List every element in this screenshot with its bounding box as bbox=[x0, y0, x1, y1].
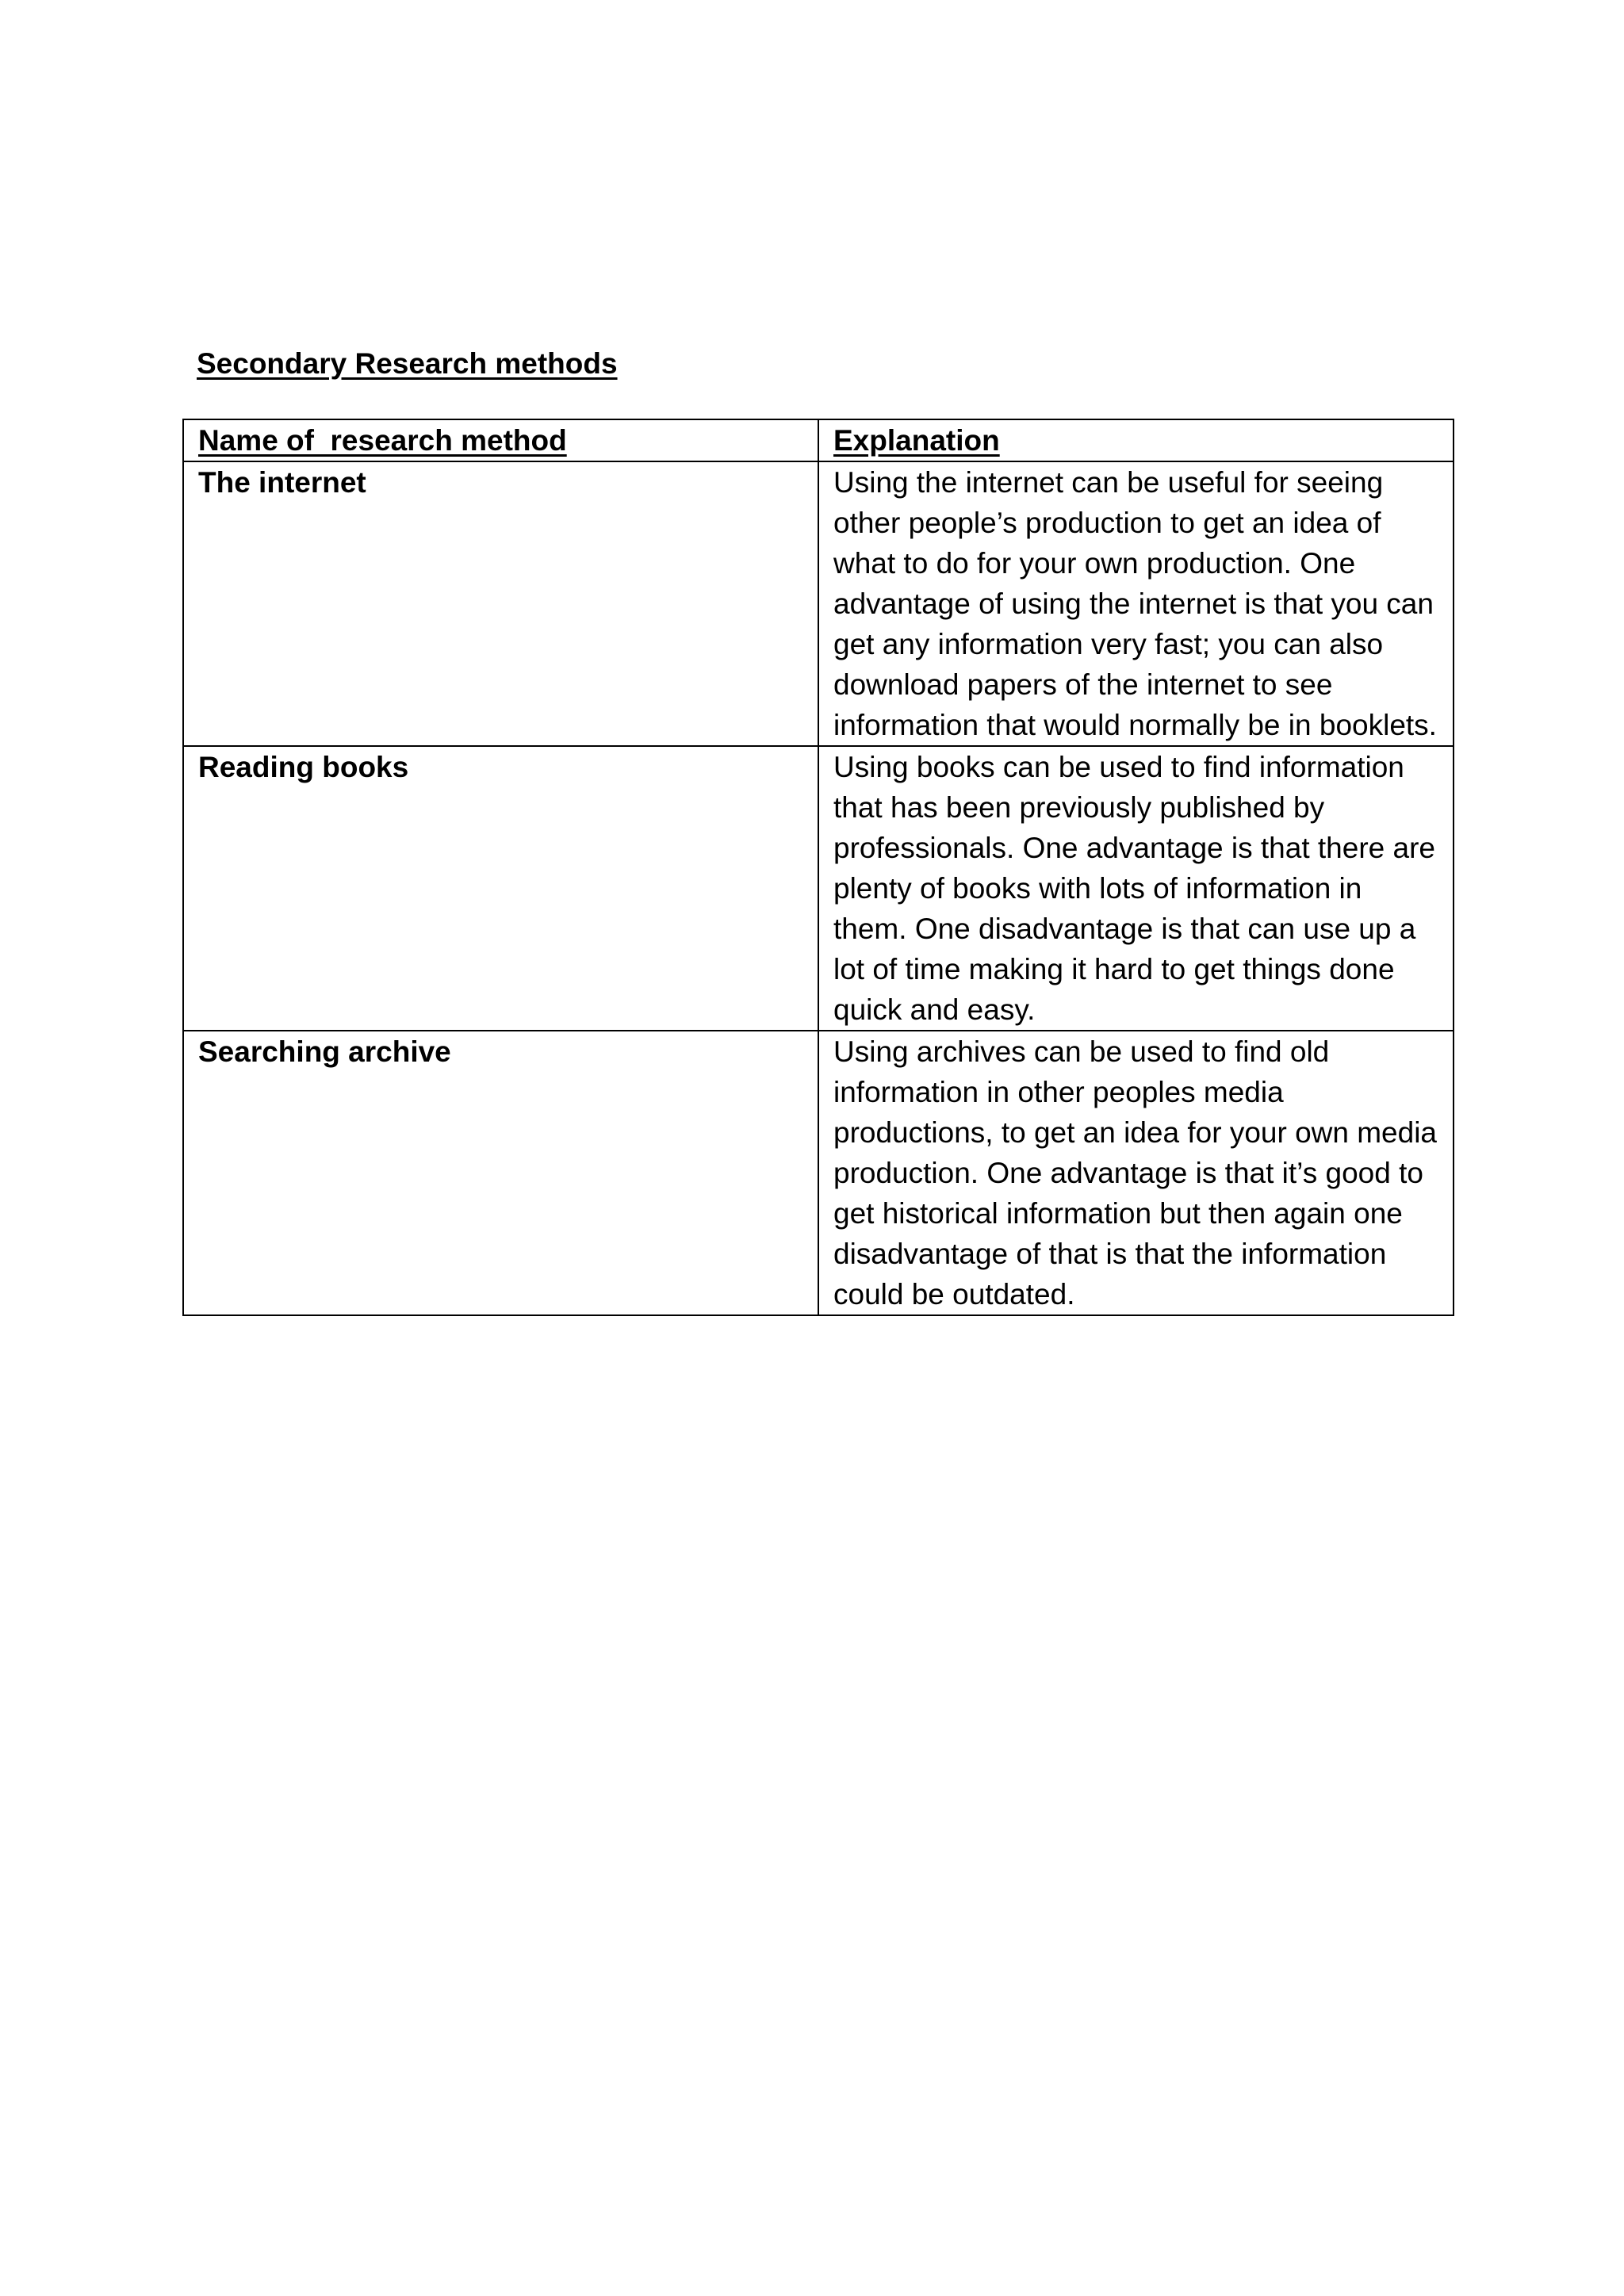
method-name-cell: Reading books bbox=[183, 746, 818, 1031]
research-methods-table bbox=[182, 419, 1454, 1316]
header-explanation: Explanation bbox=[818, 419, 1454, 461]
table-header-row bbox=[183, 419, 1454, 461]
explanation-cell: Using books can be used to find information that has been previously published by professionals. One advantage is that there are plenty of books with lots of information in them. One disadvantage is that can use up a lot of time making it hard to get things done quick and easy. bbox=[818, 746, 1454, 1031]
header-method-name: Name of research method bbox=[183, 419, 818, 461]
explanation-cell: Using the internet can be useful for seeing other people’s production to get an idea of what to do for your own production. One advantage of using the internet is that you can get any information very fast; you can also download papers of the internet to see information that would normally be in booklets. bbox=[818, 461, 1454, 746]
table-row bbox=[183, 746, 1454, 1031]
document-title: Secondary Research methods bbox=[197, 347, 618, 380]
table-row bbox=[183, 461, 1454, 746]
method-name-cell: Searching archive bbox=[183, 1031, 818, 1315]
method-name-cell: The internet bbox=[183, 461, 818, 746]
explanation-cell: Using archives can be used to find old information in other peoples media productions, to get an idea for your own media production. One advantage is that it’s good to get historical information but then again one disadvantage of that is that the information could be outdated. bbox=[818, 1031, 1454, 1315]
table-row bbox=[183, 1031, 1454, 1315]
